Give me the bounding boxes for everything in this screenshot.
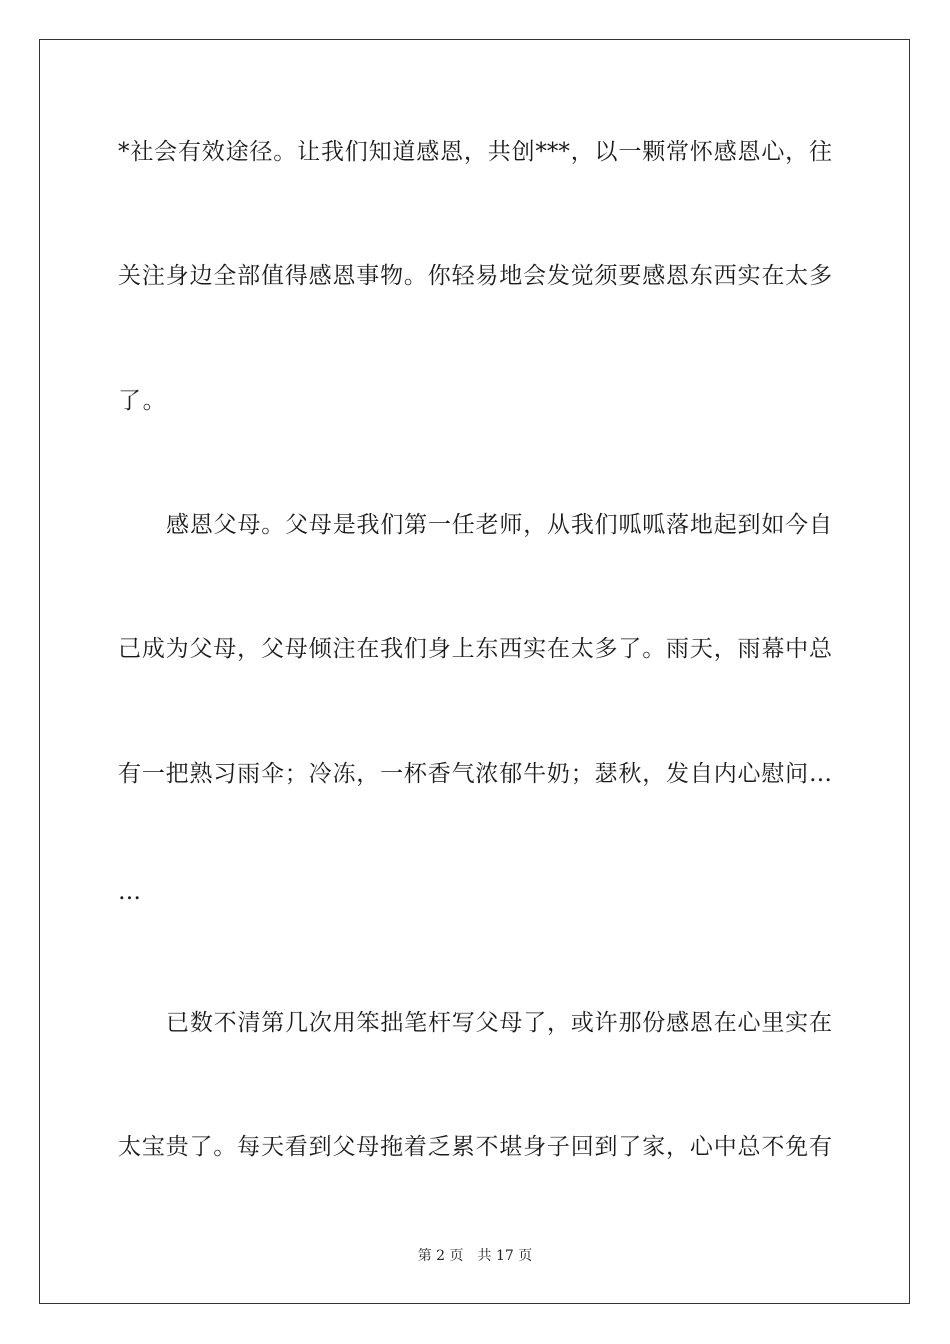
page-number: 第 2 页 bbox=[417, 1248, 464, 1264]
paragraph-first-line: 已数不清第几次用笨拙笔杆写父母了，或许那份感恩在心里实在 bbox=[166, 1010, 832, 1036]
text-line: 己成为父母，父母倾注在我们身上东西实在太多了。雨天，雨幕中总 bbox=[118, 636, 832, 662]
text-line: 太宝贵了。每天看到父母拖着乏累不堪身子回到了家，心中总不免有 bbox=[118, 1134, 832, 1160]
text-line: 有一把熟习雨伞；冷冻，一杯香气浓郁牛奶；瑟秋，发自内心慰问… bbox=[118, 761, 832, 787]
paragraph-first-line: 感恩父母。父母是我们第一任老师，从我们呱呱落地起到如今自 bbox=[166, 512, 832, 538]
text-line: 了。 bbox=[118, 388, 168, 414]
page-border bbox=[39, 39, 910, 1304]
text-line: 关注身边全部值得感恩事物。你轻易地会发觉须要感恩东西实在太多 bbox=[118, 263, 832, 289]
page-footer bbox=[0, 1247, 950, 1265]
page-total: 共 17 页 bbox=[477, 1248, 533, 1264]
text-line: … bbox=[118, 879, 143, 905]
text-line: *社会有效途径。让我们知道感恩，共创***，以一颗常怀感恩心，往 bbox=[118, 139, 832, 165]
